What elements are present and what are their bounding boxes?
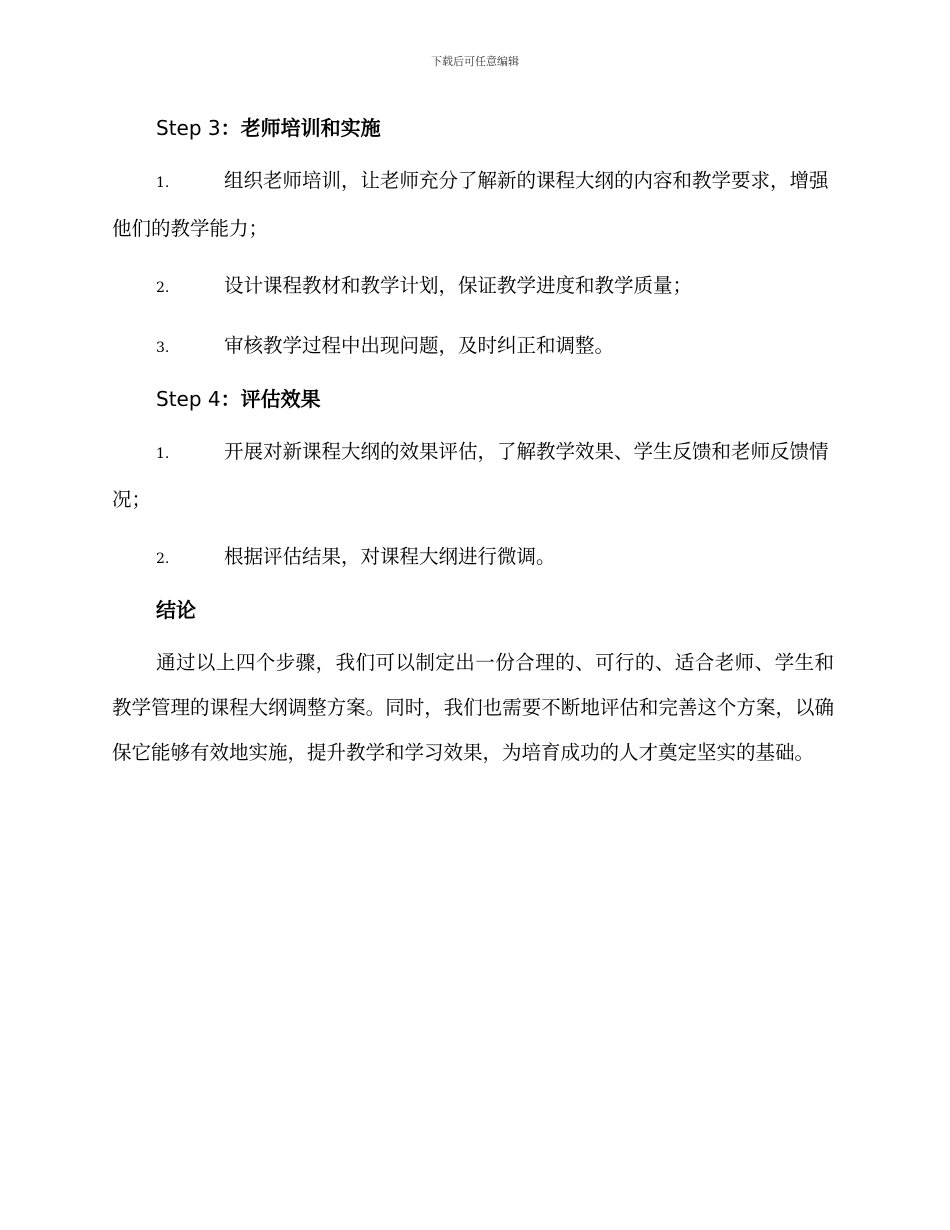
- step4-heading-zh: 评估效果: [240, 387, 321, 411]
- page-header: 下载后可任意编辑: [431, 55, 519, 68]
- step4-heading-en: Step 4: [156, 387, 221, 411]
- document-body: [112, 112, 834, 775]
- list-item: [112, 323, 834, 371]
- step3-heading-en: Step 3: [156, 116, 221, 140]
- list-item-number: 3.: [156, 340, 170, 356]
- step4-heading: [156, 383, 834, 415]
- list-item-text: 组织老师培训，让老师充分了解新的课程大纲的内容和教学要求，增强他们的教学能力；: [112, 169, 829, 240]
- step3-heading-zh: 老师培训和实施: [240, 116, 381, 140]
- list-item: [112, 534, 834, 582]
- list-item-number: 1.: [156, 446, 170, 462]
- list-item-number: 2.: [156, 280, 170, 296]
- list-item-text: 设计课程教材和教学计划，保证教学进度和教学质量；: [224, 274, 693, 297]
- step4-heading-sep: ：: [220, 387, 241, 411]
- list-item: [112, 263, 834, 311]
- list-item-text: 开展对新课程大纲的效果评估，了解教学效果、学生反馈和老师反馈情况；: [112, 440, 829, 511]
- conclusion-paragraph: 通过以上四个步骤，我们可以制定出一份合理的、可行的、适合老师、学生和教学管理的课程大纲调整方案。同时，我们也需要不断地评估和完善这个方案，以确保它能够有效地实施，提升教学和学习效果，为培育成功的人才奠定坚实的基础。: [112, 651, 834, 764]
- list-item-text: 审核教学过程中出现问题，及时纠正和调整。: [224, 334, 615, 357]
- list-item-number: 2.: [156, 551, 170, 567]
- list-item: [112, 429, 834, 522]
- conclusion-heading: 结论: [156, 598, 196, 622]
- list-item: [112, 158, 834, 251]
- step3-heading: [156, 112, 834, 144]
- list-item-text: 根据评估结果，对课程大纲进行微调。: [224, 545, 556, 568]
- list-item-number: 1.: [156, 175, 170, 191]
- step3-heading-sep: ：: [220, 116, 241, 140]
